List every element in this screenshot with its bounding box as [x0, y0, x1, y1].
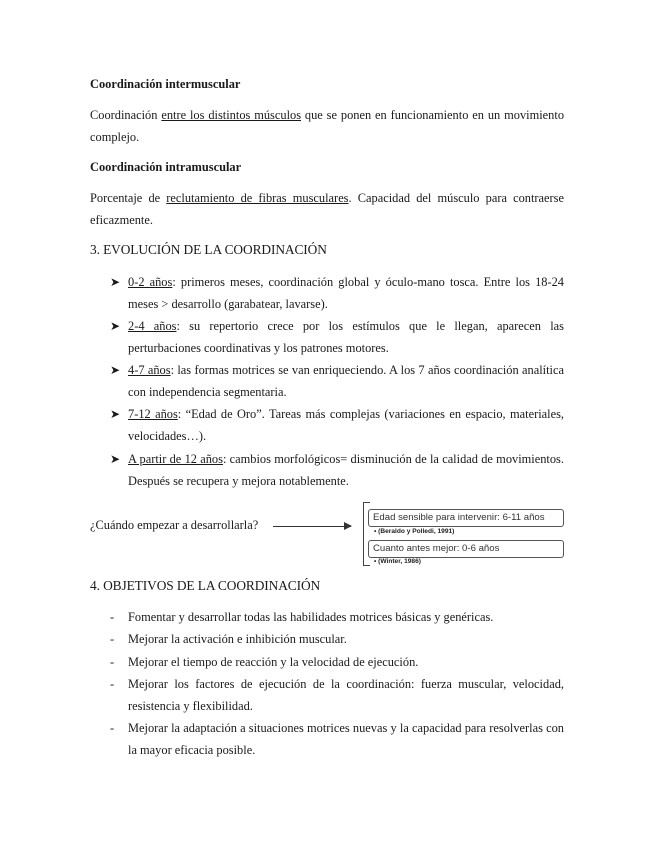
evolution-item: [128, 403, 564, 447]
evolution-age: 7-12 años: [128, 407, 178, 421]
dash-bullet: -: [110, 655, 115, 669]
evolution-age: A partir de 12 años: [128, 452, 223, 466]
heading-evolucion: 3. EVOLUCIÓN DE LA COORDINACIÓN: [90, 242, 327, 257]
reference-winter: • (Winter, 1986): [374, 558, 421, 565]
objective-item: Mejorar el tiempo de reacción y la velocidad de ejecución.: [128, 655, 419, 669]
evolution-age: 0-2 años: [128, 275, 173, 289]
bullet-arrow-icon: ➤: [110, 407, 121, 421]
evolution-item: [128, 359, 564, 403]
intra-text-post: . Capacidad del músculo para contraerse eficazmente.: [90, 191, 565, 227]
intra-paragraph: [90, 187, 564, 231]
inter-text-post: que se ponen en funcionamiento en un movimiento complejo.: [90, 108, 565, 144]
evolution-text: : primeros meses, coordinación global y óculo-mano tosca. Entre los 18-24 meses > desarrollo (garabatear, lavarse).: [128, 275, 565, 311]
objective-item: Mejorar la adaptación a situaciones motrices nuevas y la capacidad para resolverlas con la mayor eficacia posible.: [128, 721, 564, 757]
evolution-item: [128, 271, 564, 315]
evolution-text: : su repertorio crece por los estímulos que le llegan, aparecen las perturbaciones coordinativas y los patrones motores.: [128, 319, 564, 355]
dash-bullet: -: [110, 632, 115, 646]
evolution-text: : las formas motrices se van enriqueciendo. A los 7 años coordinación analítica con independencia segmentaria.: [128, 363, 564, 399]
intra-text-pre: Porcentaje de: [90, 191, 167, 205]
question-text: ¿Cuándo empezar a desarrollarla?: [90, 518, 259, 532]
reference-beraldo: • (Beraldo y Polledi, 1991): [374, 528, 455, 535]
dash-bullet: -: [110, 610, 115, 624]
objective-item: Fomentar y desarrollar todas las habilidades motrices básicas y genéricas.: [128, 610, 494, 624]
bullet-arrow-icon: ➤: [110, 452, 121, 466]
earlier-better-box: Cuanto antes mejor: 0-6 años: [368, 540, 564, 558]
evolution-age: 4-7 años: [128, 363, 171, 377]
evolution-text: : cambios morfológicos= disminución de la calidad de movimientos. Después se recupera y mejora notablemente.: [128, 452, 564, 488]
intra-text-underlined: reclutamiento de fibras musculares: [166, 191, 349, 205]
inter-title: Coordinación intermuscular: [90, 77, 241, 91]
inter-paragraph: [90, 104, 564, 148]
inter-text-pre: Coordinación: [90, 108, 162, 122]
bullet-arrow-icon: ➤: [110, 275, 121, 289]
sensitive-age-box: Edad sensible para intervenir: 6-11 años: [368, 509, 564, 527]
dash-bullet: -: [110, 677, 115, 691]
evolution-text: : “Edad de Oro”. Tareas más complejas (variaciones en espacio, materiales, velocidades…).: [128, 407, 564, 443]
objective-item: Mejorar la activación e inhibición muscular.: [128, 632, 347, 646]
bullet-arrow-icon: ➤: [110, 319, 121, 333]
evolution-age: 2-4 años: [128, 319, 177, 333]
arrow-line: [273, 526, 351, 527]
inter-text-underlined: entre los distintos músculos: [161, 108, 302, 122]
bullet-arrow-icon: ➤: [110, 363, 121, 377]
intra-title: Coordinación intramuscular: [90, 160, 242, 174]
objective-item: Mejorar los factores de ejecución de la coordinación: fuerza muscular, velocidad, resistencia y flexibilidad.: [128, 677, 564, 713]
arrow-right-icon: [344, 522, 352, 530]
evolution-item: [128, 315, 564, 359]
dash-bullet: -: [110, 721, 115, 735]
heading-objetivos: 4. OBJETIVOS DE LA COORDINACIÓN: [90, 578, 321, 593]
evolution-item: [128, 448, 564, 492]
